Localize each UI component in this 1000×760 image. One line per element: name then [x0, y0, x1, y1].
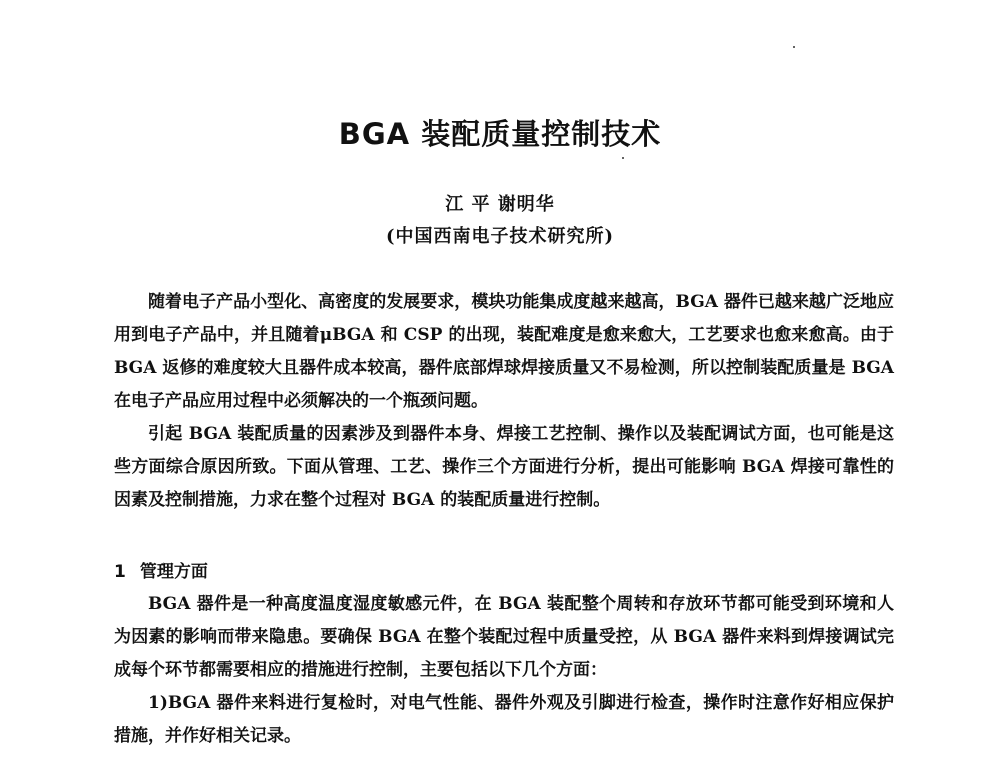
paper-affiliation: (中国西南电子技术研究所)	[385, 226, 615, 247]
scan-speck	[622, 157, 624, 159]
section-number: 1	[114, 562, 126, 582]
paper-authors: 江 平 谢明华	[445, 194, 555, 215]
section-title: 管理方面	[139, 562, 208, 582]
paper-title: BGA 装配质量控制技术	[338, 117, 662, 151]
intro-section	[114, 286, 894, 517]
scan-speck	[793, 46, 795, 48]
section-paragraph: 1)BGA 器件来料进行复检时，对电气性能、器件外观及引脚进行检查，操作时注意作好相应保护措施，并作好相关记录。	[114, 693, 894, 746]
section-paragraph: BGA 器件是一种高度温度湿度敏感元件，在 BGA 装配整个周转和存放环节都可能受到环境和人为因素的影响而带来隐患。要确保 BGA 在整个装配过程中质量受控，从 BGA 器件来料到焊接调试完成每个环节都需要相应的措施进行控制，主要包括以下几个方面：	[114, 594, 894, 680]
section-1-body	[114, 588, 894, 753]
intro-paragraph: 引起 BGA 装配质量的因素涉及到器件本身、焊接工艺控制、操作以及装配调试方面，也可能是这些方面综合原因所致。下面从管理、工艺、操作三个方面进行分析，提出可能影响 BGA 焊接可靠性的因素及控制措施，力求在整个过程对 BGA 的装配质量进行控制。	[114, 424, 894, 510]
intro-paragraph: 随着电子产品小型化、高密度的发展要求，模块功能集成度越来越高，BGA 器件已越来越广泛地应用到电子产品中，并且随着μBGA 和 CSP 的出现，装配难度是愈来愈大，工艺要求也愈来愈高。由于 BGA 返修的难度较大且器件成本较高，器件底部焊球焊接质量又不易检测，所以控制装配质量是 BGA 在电子产品应用过程中必须解决的一个瓶颈问题。	[114, 292, 894, 411]
section-heading	[114, 560, 208, 584]
